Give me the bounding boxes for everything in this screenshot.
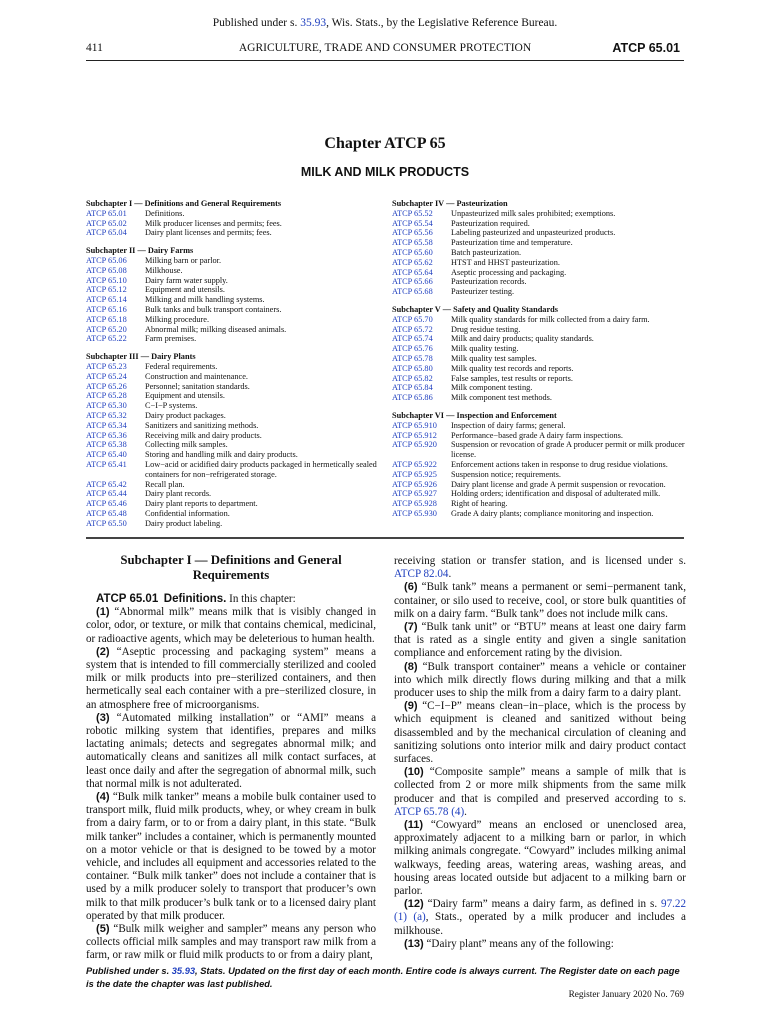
toc-entry <box>86 421 392 431</box>
toc-entry-desc: Dairy farm water supply. <box>145 275 228 285</box>
toc-entry-code[interactable]: ATCP 65.58 <box>392 238 433 248</box>
footer-suffix: , Stats. Updated on the first day of each month. Entire code is always current. The Register date on each page <box>195 966 680 976</box>
toc-entry-code[interactable]: ATCP 65.925 <box>392 469 437 479</box>
toc-entry-desc: Low−acid or acidified dairy products packaged in hermetically sealed containers for non−refrigerated storage. <box>145 459 377 479</box>
definition-text: “Bulk tank unit” or “BTU” means at least one dairy farm that is rated as a single entity and given a single sanitation compliance and enforcement rating by the division. <box>394 621 686 660</box>
toc-entry-desc: Dairy plant records. <box>145 489 212 499</box>
toc-entry-code[interactable]: ATCP 65.04 <box>86 228 127 238</box>
toc-entry-code[interactable]: ATCP 65.68 <box>392 287 433 297</box>
toc-entry-desc: Pasteurizer testing. <box>451 287 515 297</box>
definition-text: “Cowyard” means an enclosed or unenclosed area, approximately adjacent to a milking barn or parlor, in which milking animals congregate. “Cowyard” includes milking animal walkways, feeding areas, watering areas, washing areas, and housing areas located outside but adjacent to a milking barn or parlor. <box>394 819 686 898</box>
toc-entry <box>392 268 686 278</box>
toc-entry-desc: Farm premises. <box>145 334 197 344</box>
definition-paragraph <box>86 712 376 791</box>
footer-line2: is the date the chapter was last published. <box>86 979 273 989</box>
toc-entry-code[interactable]: ATCP 65.912 <box>392 430 437 440</box>
toc-entry <box>86 305 392 315</box>
definition-text: “C−I−P” means clean−in−place, which is the process by which equipment is cleaned and sanitized without being disassembled and by the mechanical circulation of cleaning and sanitizing solutions onto interior milk and dairy product contact surfaces. <box>394 700 686 766</box>
toc-entry-code[interactable]: ATCP 65.26 <box>86 381 127 391</box>
toc-entry-code[interactable]: ATCP 65.82 <box>392 373 433 383</box>
toc-entry-desc: Milking procedure. <box>145 314 210 324</box>
toc-entry <box>392 509 686 519</box>
toc-entry-code[interactable]: ATCP 65.02 <box>86 218 127 228</box>
toc-entry-desc: Personnel; sanitation standards. <box>145 381 250 391</box>
definition-number: (9) <box>404 700 418 713</box>
toc-entry-code[interactable]: ATCP 65.22 <box>86 334 127 344</box>
toc-entry-code[interactable]: ATCP 65.70 <box>392 314 433 324</box>
toc-entry <box>392 393 686 403</box>
definition-paragraph <box>394 661 686 701</box>
toc-entry-code[interactable]: ATCP 65.10 <box>86 275 127 285</box>
toc-entry-desc: Pasteurization time and temperature. <box>451 238 573 248</box>
toc-entry-desc: Labeling pasteurized and unpasteurized products. <box>451 228 616 238</box>
body-left-column <box>86 553 376 963</box>
toc-subchapter-heading: Subchapter IV — Pasteurization <box>392 199 508 208</box>
toc-entry-code[interactable]: ATCP 65.42 <box>86 479 127 489</box>
toc-entry-code[interactable]: ATCP 65.48 <box>86 508 127 518</box>
toc-entry-code[interactable]: ATCP 65.78 <box>392 353 433 363</box>
toc-entry-desc: Dairy plant licenses and permits; fees. <box>145 228 272 238</box>
definition-number: (7) <box>404 621 418 634</box>
toc-entry-desc: Bulk tanks and bulk transport containers. <box>145 304 282 314</box>
right-paragraphs <box>394 581 686 951</box>
toc-entry <box>392 421 686 431</box>
toc-entry-code[interactable]: ATCP 65.01 <box>86 208 127 218</box>
toc-entry-desc: Milk quality standards for milk collected from a dairy farm. <box>451 314 650 324</box>
definition-text: “Bulk tank” means a permanent or semi−permanent tank, container, or silo used to receive, cool, or store bulk quantities of milk on a dairy farm. “Bulk tank” does not include milk cans. <box>394 581 686 620</box>
definition-number: (1) <box>96 606 110 619</box>
toc-entry-code[interactable]: ATCP 65.16 <box>86 304 127 314</box>
toc-entry-code[interactable]: ATCP 65.86 <box>392 393 433 403</box>
page-section-id: ATCP 65.01 <box>612 41 680 55</box>
toc-entry-desc: Collecting milk samples. <box>145 440 228 450</box>
toc-entry-desc: Suspension notice; requirements. <box>451 469 561 479</box>
toc-entry-code[interactable]: ATCP 65.910 <box>392 420 437 430</box>
toc-subchapter-heading: Subchapter VI — Inspection and Enforcement <box>392 410 557 420</box>
subchapter-heading: Subchapter I — Definitions and General Requirements <box>120 553 342 582</box>
definition-paragraph <box>394 938 686 951</box>
page-number: 411 <box>86 42 103 54</box>
definition-text: “Bulk milk weigher and sampler” means any person who collects official milk samples and may transport raw milk from a farm, or raw milk or fluid milk products to or from a dairy plant, <box>86 923 376 962</box>
definition-paragraph <box>394 898 686 938</box>
toc-entry-desc: Equipment and utensils. <box>145 391 225 401</box>
toc-entry <box>86 276 392 286</box>
section-title: Definitions. <box>163 593 227 605</box>
toc-entry <box>392 489 686 499</box>
definition-text: “Dairy plant” means any of the following: <box>423 937 614 950</box>
toc-entry <box>86 499 392 509</box>
toc-entry <box>392 315 686 325</box>
definition-text: “Abnormal milk” means milk that is visibly changed in color, odor, or texture, or milk that contains chemical, medicinal, or radioactive agents, which may be deleterious to human health. <box>86 606 376 645</box>
left-paragraphs <box>86 606 376 962</box>
toc-entry-code[interactable]: ATCP 65.50 <box>86 518 127 528</box>
toc-entry-code[interactable]: ATCP 65.44 <box>86 489 127 499</box>
toc-entry <box>392 431 686 441</box>
toc-entry <box>392 499 686 509</box>
toc-entry <box>86 489 392 499</box>
toc-entry-desc: Milkhouse. <box>145 265 183 275</box>
publication-note <box>0 17 770 29</box>
toc-entry-code[interactable]: ATCP 65.41 <box>86 459 127 469</box>
definition-paragraph <box>86 606 376 646</box>
toc-entry-code[interactable]: ATCP 65.922 <box>392 459 437 469</box>
running-title: AGRICULTURE, TRADE AND CONSUMER PROTECTION <box>238 42 532 54</box>
footer-note <box>86 965 686 991</box>
toc-entry-code[interactable]: ATCP 65.14 <box>86 295 127 305</box>
toc-entry <box>392 334 686 344</box>
toc-entry-code[interactable]: ATCP 65.76 <box>392 344 433 354</box>
toc-entry-desc: Milking barn or parlor. <box>145 255 222 265</box>
toc-entry <box>86 209 392 219</box>
note-suffix: , Wis. Stats., by the Legislative Reference Bureau. <box>326 17 558 29</box>
definition-paragraph <box>394 819 686 898</box>
toc-entry-desc: Milk quality test samples. <box>451 353 537 363</box>
toc-entry <box>392 364 686 374</box>
toc-entry <box>86 334 392 344</box>
toc-entry-code[interactable]: ATCP 65.928 <box>392 499 437 509</box>
note-prefix: Published under s. <box>212 17 301 29</box>
toc-entry <box>86 295 392 305</box>
toc-entry <box>392 258 686 268</box>
toc-entry-code[interactable]: ATCP 65.12 <box>86 285 127 295</box>
toc-entry-desc: Batch pasteurization. <box>451 247 522 257</box>
section-intro: In this chapter: <box>226 593 296 605</box>
definition-number: (12) <box>404 898 424 911</box>
toc-entry-code[interactable]: ATCP 65.66 <box>392 277 433 287</box>
toc-entry-desc: Equipment and utensils. <box>145 285 225 295</box>
definition-number: (3) <box>96 711 110 724</box>
toc-entry-desc: Federal requirements. <box>145 361 218 371</box>
definition-number: (13) <box>404 937 424 950</box>
toc-entry <box>86 228 392 238</box>
continued-end: . <box>448 568 452 581</box>
toc-entry-code[interactable]: ATCP 65.24 <box>86 371 127 381</box>
toc-entry <box>86 391 392 401</box>
toc-entry-desc: Dairy plant license and grade A permit suspension or revocation. <box>451 479 666 489</box>
toc-entry-desc: Performance−based grade A dairy farm inspections. <box>451 430 623 440</box>
toc-entry-desc: Dairy product packages. <box>145 410 226 420</box>
note-statute-link[interactable]: 35.93 <box>300 17 327 29</box>
toc-entry-code[interactable]: ATCP 65.28 <box>86 391 127 401</box>
toc-entry-desc: Dairy product labeling. <box>145 518 223 528</box>
toc-entry <box>392 287 686 297</box>
toc-entry-code[interactable]: ATCP 65.74 <box>392 334 433 344</box>
toc-entry <box>86 431 392 441</box>
definition-paragraph <box>394 621 686 661</box>
toc-entry-desc: Sanitizers and sanitizing methods. <box>145 420 259 430</box>
toc-entry-desc: Dairy plant reports to department. <box>145 499 258 509</box>
toc-entry-code[interactable]: ATCP 65.36 <box>86 430 127 440</box>
toc-entry <box>392 383 686 393</box>
toc-entry <box>392 228 686 238</box>
definition-paragraph <box>394 700 686 766</box>
definition-link[interactable]: ATCP 65.78 (4) <box>394 805 465 818</box>
toc-entry-code[interactable]: ATCP 65.23 <box>86 361 127 371</box>
definition-number: (6) <box>404 581 418 594</box>
toc-entry-code[interactable]: ATCP 65.34 <box>86 420 127 430</box>
toc-subchapter-heading: Subchapter V — Safety and Quality Standards <box>392 304 558 314</box>
toc-entry-desc: Receiving milk and dairy products. <box>145 430 262 440</box>
definition-paragraph <box>394 766 686 819</box>
toc-entry-code[interactable]: ATCP 65.40 <box>86 450 127 460</box>
toc-entry <box>86 372 392 382</box>
toc-entry <box>392 354 686 364</box>
toc-entry-code[interactable]: ATCP 65.54 <box>392 218 433 228</box>
toc-entry-code[interactable]: ATCP 65.20 <box>86 324 127 334</box>
toc-entry <box>392 470 686 480</box>
toc-entry-code[interactable]: ATCP 65.64 <box>392 267 433 277</box>
toc-entry-code[interactable]: ATCP 65.927 <box>392 489 437 499</box>
definition-after: , Stats., operated by a milk producer and includes a milkhouse. <box>394 911 686 937</box>
toc-entry-desc: Unpasteurized milk sales prohibited; exemptions. <box>451 208 616 218</box>
register-date: Register January 2020 No. 769 <box>568 990 684 1000</box>
toc-entry-desc: Milk quality testing. <box>451 344 519 354</box>
toc-subchapter-heading: Subchapter III — Dairy Plants <box>86 352 196 362</box>
body-right-column <box>394 555 686 951</box>
toc-entry-desc: Definitions. <box>145 208 185 218</box>
toc-entry <box>392 440 686 460</box>
footer-prefix: Published under s. <box>86 966 172 976</box>
toc-entry-desc: Enforcement actions taken in response to drug residue violations. <box>451 459 668 469</box>
toc-entry-desc: Milk component test methods. <box>451 393 552 403</box>
definition-text: “Composite sample” means a sample of milk that is collected from 2 or more milk shipments from the same milk producer and that is compiled and preserved according to s. <box>394 766 686 805</box>
toc-entry <box>392 344 686 354</box>
toc-entry-code[interactable]: ATCP 65.32 <box>86 410 127 420</box>
toc-entry-desc: Right of hearing. <box>451 499 508 509</box>
toc-divider <box>86 537 684 539</box>
toc-entry-desc: Drug residue testing. <box>451 324 521 334</box>
toc-entry <box>86 315 392 325</box>
toc-entry-desc: Grade A dairy plants; compliance monitoring and inspection. <box>451 508 654 518</box>
toc-entry-desc: Suspension or revocation of grade A producer permit or milk producer license. <box>451 440 685 460</box>
toc-entry <box>392 248 686 258</box>
toc-entry <box>392 374 686 384</box>
toc-entry-code[interactable]: ATCP 65.30 <box>86 401 127 411</box>
toc-entry-desc: C−I−P systems. <box>145 401 198 411</box>
toc-entry-desc: Milking and milk handling systems. <box>145 295 265 305</box>
toc-entry <box>86 325 392 335</box>
definition-text: “Aseptic processing and packaging system” means a system that is intended to fill commercially sterilized and cooled milk or milk products into pre−sterilized containers, and then hermetically seal each container with a pre−sterilized closure, in an atmosphere free of microorganisms. <box>86 645 376 711</box>
toc-entry <box>86 460 392 480</box>
footer-statute-link[interactable]: 35.93 <box>171 966 196 976</box>
toc-entry-desc: Milk producer licenses and permits; fees. <box>145 218 282 228</box>
toc-entry <box>86 519 392 529</box>
toc-entry-code[interactable]: ATCP 65.920 <box>392 440 437 450</box>
toc-entry-code[interactable]: ATCP 65.60 <box>392 247 433 257</box>
header-divider <box>86 60 684 61</box>
definition-after: . <box>464 805 467 818</box>
toc-entry <box>392 480 686 490</box>
toc-entry <box>392 209 686 219</box>
toc-entry <box>392 325 686 335</box>
toc-right-column <box>392 199 686 519</box>
toc-entry-desc: Inspection of dairy farms; general. <box>451 420 566 430</box>
toc-entry-code[interactable]: ATCP 65.52 <box>392 208 433 218</box>
chapter-subtitle: MILK AND MILK PRODUCTS <box>300 165 470 179</box>
toc-entry <box>86 450 392 460</box>
toc-entry-code[interactable]: ATCP 65.56 <box>392 228 433 238</box>
toc-entry <box>86 362 392 372</box>
toc-left-column <box>86 199 392 529</box>
toc-entry-code[interactable]: ATCP 65.18 <box>86 314 127 324</box>
toc-entry <box>392 460 686 470</box>
toc-entry-desc: HTST and HHST pasteurization. <box>451 257 560 267</box>
toc-entry <box>392 277 686 287</box>
continued-link[interactable]: ATCP 82.04 <box>394 568 449 581</box>
toc-entry-code[interactable]: ATCP 65.62 <box>392 257 433 267</box>
toc-entry-desc: Aseptic processing and packaging. <box>451 267 567 277</box>
toc-entry-code[interactable]: ATCP 65.06 <box>86 255 127 265</box>
toc-entry <box>86 256 392 266</box>
definition-number: (10) <box>404 766 424 779</box>
toc-entry <box>86 285 392 295</box>
definition-paragraph <box>86 791 376 923</box>
section-number: ATCP 65.01 <box>96 593 159 605</box>
definition-number: (5) <box>96 923 110 936</box>
continued-paragraph <box>394 555 686 581</box>
toc-entry <box>86 440 392 450</box>
toc-entry-code[interactable]: ATCP 65.46 <box>86 499 127 509</box>
toc-entry-desc: Milk component testing. <box>451 383 533 393</box>
definition-text: “Bulk transport container” means a vehicle or container into which milk directly flows during milking and that a milk producer uses to ship the milk from a dairy farm to a dairy plant. <box>394 660 686 700</box>
toc-entry-desc: Pasteurization records. <box>451 277 527 287</box>
toc-entry-desc: Confidential information. <box>145 508 230 518</box>
toc-entry-desc: Construction and maintenance. <box>145 371 248 381</box>
definition-link[interactable]: 97.22 (1) (a) <box>394 898 686 924</box>
toc-entry-code[interactable]: ATCP 65.930 <box>392 508 437 518</box>
toc-entry-code[interactable]: ATCP 65.38 <box>86 440 127 450</box>
continued-text: receiving station or transfer station, and is licensed under s. <box>394 555 686 567</box>
toc-entry <box>392 219 686 229</box>
toc-entry <box>86 411 392 421</box>
toc-entry-desc: Abnormal milk; milking diseased animals. <box>145 324 287 334</box>
chapter-title: Chapter ATCP 65 <box>324 135 446 152</box>
toc-entry <box>86 480 392 490</box>
definition-text: “Bulk milk tanker” means a mobile bulk container used to transport milk, fluid milk products, whey, or whey cream in bulk from a dairy farm, or to or from a dairy plant, in this state. “Bulk milk tanker” includes a container, which is permanently mounted on a motor vehicle or that is designed to be towed by a motor vehicle, and includes all equipment and accessories related to the container. “Bulk milk tanker” does not include a container that is used by a milk producer solely to transport that producer’s own milk to that milk producer’s bulk tank or to a licensed dairy plant operated by that milk producer. <box>86 791 376 922</box>
toc-subchapter-heading: Subchapter II — Dairy Farms <box>86 246 194 256</box>
toc-entry-desc: Pasteurization required. <box>451 218 530 228</box>
section-heading <box>86 593 376 606</box>
definition-text: “Dairy farm” means a dairy farm, as defined in s. <box>423 898 662 911</box>
toc-entry-desc: Milk quality test records and reports. <box>451 363 574 373</box>
toc-subchapter-heading: Subchapter I — Definitions and General Requirements <box>86 199 282 208</box>
toc-entry-code[interactable]: ATCP 65.84 <box>392 383 433 393</box>
definition-paragraph <box>394 581 686 621</box>
toc-entry-desc: False samples, test results or reports. <box>451 373 573 383</box>
definition-text: “Automated milking installation” or “AMI” means a robotic milking system that identifies, prepares and milks lactating animals; detects and segregates abnormal milk; and automatically cleans and sanitizes all milk contact surfaces, at least once daily and after the segregation of abnormal milk, such that normal milk is not adulterated. <box>86 711 376 790</box>
toc-entry <box>86 382 392 392</box>
toc-entry-desc: Storing and handling milk and dairy products. <box>145 450 298 460</box>
toc-entry <box>392 238 686 248</box>
definition-paragraph <box>86 646 376 712</box>
definition-number: (8) <box>404 660 418 673</box>
definition-number: (4) <box>96 791 110 804</box>
toc-entry <box>86 219 392 229</box>
toc-entry <box>86 401 392 411</box>
toc-entry-code[interactable]: ATCP 65.08 <box>86 265 127 275</box>
definition-paragraph <box>86 923 376 963</box>
toc-entry <box>86 266 392 276</box>
toc-entry-code[interactable]: ATCP 65.72 <box>392 324 433 334</box>
toc-entry-code[interactable]: ATCP 65.926 <box>392 479 437 489</box>
toc-entry-desc: Milk and dairy products; quality standards. <box>451 334 594 344</box>
toc-entry-code[interactable]: ATCP 65.80 <box>392 363 433 373</box>
toc-entry-desc: Holding orders; identification and disposal of adulterated milk. <box>451 489 661 499</box>
definition-number: (11) <box>404 819 424 832</box>
toc-entry <box>86 509 392 519</box>
definition-number: (2) <box>96 645 110 658</box>
toc-entry-desc: Recall plan. <box>145 479 185 489</box>
